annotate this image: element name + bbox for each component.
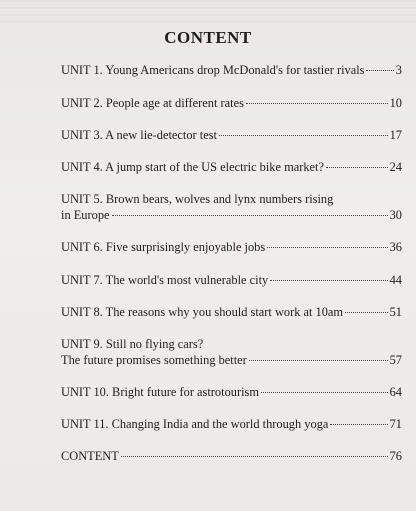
toc-entry-unit-9 (61, 336, 402, 368)
toc-entry-unit-10 (61, 384, 402, 400)
toc-entry-title: UNIT 3. A new lie-detector test (61, 128, 217, 142)
toc-entry-title-line: UNIT 5. Brown bears, wolves and lynx numbers rising (61, 192, 334, 206)
dot-leader (345, 312, 388, 313)
toc-entry-title: UNIT 10. Bright future for astrotourism (61, 385, 259, 399)
toc-entry-page: 64 (389, 385, 402, 399)
toc-entry-unit-2 (61, 95, 402, 111)
bleed-through-text (0, 0, 416, 22)
toc-entry-unit-11 (61, 416, 402, 432)
toc-entry-unit-4 (61, 159, 402, 175)
toc-entry-page: 71 (389, 417, 402, 431)
toc-entry-page: 44 (389, 273, 402, 287)
toc-entry-page: 76 (389, 449, 402, 463)
dot-leader (366, 70, 393, 71)
toc-entry-title: UNIT 11. Changing India and the world through yoga (61, 417, 329, 431)
toc-entry-title: The future promises something better (61, 353, 247, 367)
toc-entry-title: UNIT 1. Young Americans drop McDonald's for tastier rivals (61, 63, 365, 77)
toc-entry-page: 57 (389, 353, 402, 367)
dot-leader (219, 135, 388, 136)
toc-entry-title: in Europe (61, 208, 110, 222)
toc-entry-page: 30 (389, 208, 402, 222)
toc-entry-title-line: UNIT 9. Still no flying cars? (61, 337, 204, 351)
toc-entry-title: CONTENT (61, 449, 119, 463)
dot-leader (261, 392, 388, 393)
toc-entry-unit-6 (61, 239, 402, 255)
toc-entry-page: 10 (389, 96, 402, 110)
table-of-contents (61, 62, 402, 464)
dot-leader (270, 280, 387, 281)
toc-entry-title: UNIT 7. The world's most vulnerable city (61, 273, 269, 287)
toc-entry-page: 17 (389, 128, 402, 142)
dot-leader (246, 103, 388, 104)
toc-entry-title: UNIT 4. A jump start of the US electric bike market? (61, 160, 325, 174)
toc-entry-page: 36 (389, 240, 402, 254)
toc-entry-unit-5 (61, 191, 402, 223)
toc-entry-page: 51 (389, 305, 402, 319)
toc-entry-page: 24 (389, 160, 402, 174)
dot-leader (326, 167, 388, 168)
toc-entry-title: UNIT 6. Five surprisingly enjoyable jobs (61, 240, 266, 254)
toc-entry-title: UNIT 2. People age at different rates (61, 96, 244, 110)
dot-leader (112, 215, 388, 216)
toc-entry-unit-8 (61, 304, 402, 320)
toc-entry-unit-1 (61, 62, 402, 78)
toc-entry-title: UNIT 8. The reasons why you should start work at 10am (61, 305, 344, 319)
dot-leader (249, 360, 388, 361)
toc-entry-content (61, 448, 402, 464)
dot-leader (121, 456, 388, 457)
toc-entry-unit-7 (61, 272, 402, 288)
toc-entry-unit-3 (61, 127, 402, 143)
dot-leader (267, 247, 387, 248)
page-title: CONTENT (164, 28, 252, 47)
dot-leader (330, 424, 387, 425)
toc-entry-page: 3 (395, 63, 402, 77)
